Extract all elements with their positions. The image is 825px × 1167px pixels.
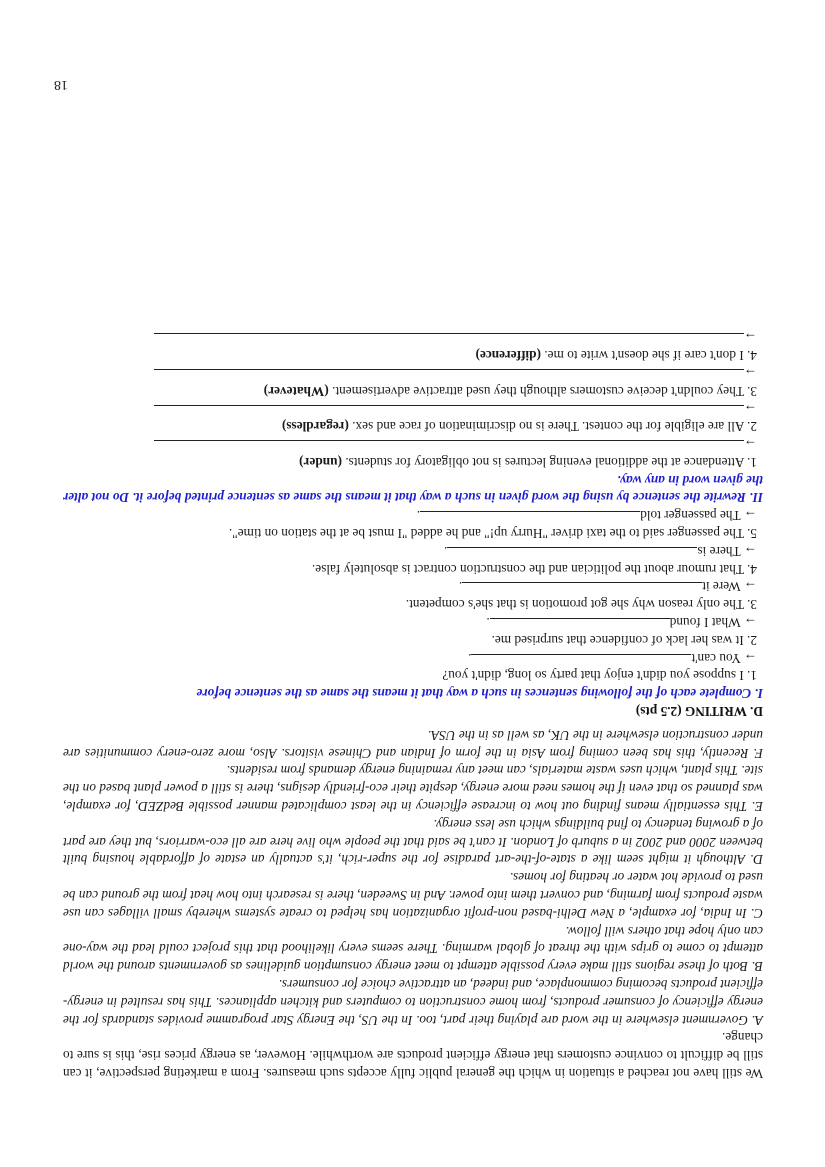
s2-item-3: 3. They couldn't deceive customers although they used attractive advertisement. (Whatever) — [263, 383, 757, 399]
s2-answer-3: → — [63, 364, 763, 382]
page-number: 18 — [54, 77, 68, 92]
s1-answer-2: → What I found. — [486, 615, 757, 631]
answer-blank[interactable] — [154, 333, 744, 345]
answer-blank[interactable] — [420, 511, 640, 523]
answer-blank[interactable] — [471, 654, 691, 666]
paragraph-f: F. Recently, this has been coming from Asia in the form of Indian and Chinese visitors. Also, more zero-enery communities are under construction elsewhere in the UK, as well as in the USA. — [63, 727, 763, 761]
given-word: (difference) — [475, 348, 541, 364]
s1-item-3: 3. The only reason why she got promotion is that she's competent. — [405, 597, 757, 613]
given-word: (regardless) — [281, 419, 349, 435]
writing-heading: D. WRITING (2.5 pts) — [635, 704, 763, 720]
given-word: (Whatever) — [263, 383, 329, 399]
s1-answer-1: → You can't. — [468, 650, 757, 666]
answer-blank[interactable] — [154, 405, 744, 417]
paragraph-b: B. Both of these regions still make every possible attempt to meet energy consumption guidelines as governments around the world attempt to come to grips with the threat of global warming. There seems every likelihood that this project could lead the way-one can only hope that others will follow. — [63, 923, 763, 975]
paragraph-a: A. Government elsewhere in the word are playing their part, too. In the US, the Energy Star programme provides standards for the energy efficiency of consumer products, from home construction to computers and kitchen appliances. This has resulted in energy-efficient products becoming commonplace, and indeed, an attractive choice for consumers. — [63, 977, 763, 1028]
s2-answer-4: → — [63, 329, 763, 347]
answer-blank[interactable] — [447, 547, 697, 559]
s1-answer-3: → Were it. — [458, 579, 757, 595]
s1-item-1: 1. I suppose you didn't enjoy that party so long, didn't you? — [442, 668, 757, 684]
s2-answer-1: → — [63, 435, 763, 453]
paragraph-d: D. Although it might seem like a state-of-the-art paradise for the super-rich, it's actually an estate of affordable housing built between 2000 and 2002 in a suburb of London. It can't be said that the people who live here are all eco-warriors, but they are part of a growing tendency to find buildings which use less energy. — [63, 816, 763, 868]
answer-blank[interactable] — [462, 582, 702, 594]
section2-instruction: II. Rewrite the sentence by using the word given in such a way that it means the same as sentence printed before it. Do not alter the given word in any way. — [63, 472, 763, 506]
answer-blank[interactable] — [154, 440, 744, 452]
s1-answer-5: → The passenger told. — [416, 508, 757, 524]
answer-blank[interactable] — [490, 618, 670, 630]
answer-blank[interactable] — [154, 369, 744, 381]
s2-item-4: 4. I don't care if she doesn't write to me. (difference) — [475, 348, 757, 364]
paragraph-c: C. In India, for example, a New Delhi-based non-profit organization has helped to create systems whereby small villages can use waste products from farming, and convert them into power. And in Sweeden, there is research into how heat from the ground can be used to provide hot water or heating for homes. — [63, 870, 763, 921]
s1-item-5: 5. The passenger said to the taxi driver "Hurry up!" and he added "I must be at the station on time". — [228, 526, 757, 542]
section1-instruction: I. Complete each of the following sentences in such a way that it means the same as the sentence before — [196, 686, 763, 702]
given-word: (under) — [299, 454, 342, 470]
s2-item-2: 2. All are eligible for the contest. There is no discrimination of race and sex. (regardless) — [281, 419, 757, 435]
document-body — [63, 329, 763, 1082]
intro-paragraph: We still have not reached a situation in which the general public fully accepts such measures. From a marketing perspective, it can still be difficult to convince customers that energy efficient products are worthwhile. However, as energy prices rise, this is sure to change. — [63, 1030, 763, 1081]
s2-answer-2: → — [63, 400, 763, 418]
s1-answer-4: → There is. — [444, 543, 757, 559]
s1-item-2: 2. It was her lack of confidence that surprised me. — [491, 632, 757, 648]
s1-item-4: 4. That rumour about the politician and the construction contract is absolutely false. — [311, 561, 757, 577]
s2-item-1: 1. Attendance at the additional evening lectures is not obligatory for students. (under) — [299, 454, 757, 470]
paragraph-e: E. This essentially means finding out how to increase efficiency in the least complicated manner possible BedZED, for example, was planned so that even if the homes need more energy, despite their eco-friendly designs, there is still a power plant based on the site. This plant, which uses waste materials, can meet any remaining energy demands from residents. — [63, 763, 763, 815]
